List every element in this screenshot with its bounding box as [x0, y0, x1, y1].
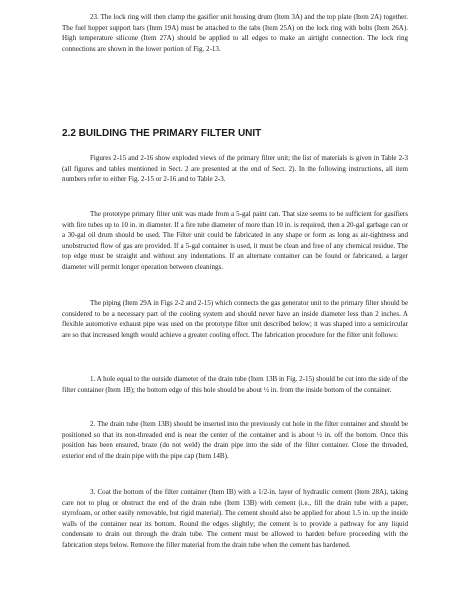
paragraph-step-2: 2. The drain tube (Item 13B) should be inserted into the previously cut hole in the filter container and should be positioned so that its non-threaded end is near the center of the container and is about ½ in. off the bottom. Once this position has been ensured, braze (do not weld) the drain pipe into the side of the filter container. Close the threaded, exterior end of the drain pipe with the pipe cap (Item 14B). [62, 420, 408, 460]
paragraph-intro: Figures 2-15 and 2-16 show exploded views of the primary filter unit; the list of materials is given in Table 2-3 (all figures and tables mentioned in Sect. 2 are presented at the end of Sect. 2). In the following instructions, all item numbers refer to either Fig. 2-15 or 2-16 and to Table 2-3. [62, 154, 408, 183]
paragraph-step-3: 3. Coat the bottom of the filter container (Item IB) with a 1/2-in. layer of hydraulic cement (Item 28A), taking care not to plug or obstruct the end of the drain tube (Item 13B) with cement (i.e., fill the drain tube with a paper, styrofoam, or other easily removable, but rigid material). The cement should also be applied for about 1.5 in. up the inside walls of the container near its bottom. Round the edges slightly; the cement is to provide a pathway for any liquid condensate to drain out through the drain tube. The cement must be allowed to harden before proceeding with the fabrication steps below. Remove the filler material from the drain tube when the cement has hardened. [62, 488, 408, 549]
section-heading: 2.2 BUILDING THE PRIMARY FILTER UNIT [62, 128, 262, 139]
paragraph-step-1: 1. A hole equal to the outside diameter of the drain tube (Item 13B in Fig. 2-15) should be cut into the side of the filter container (Item 1B); the bottom edge of this hole should be about ½ in. from the inside bottom of the container. [62, 375, 408, 394]
paragraph-piping: The piping (Item 29A in Figs 2-2 and 2-15) which connects the gas generator unit to the primary filter should be considered to be a necessary part of the cooling system and should never have an inside diameter less than 2 inches. A flexible automotive exhaust pipe was used on the prototype filter unit described below; it was shaped into a semicircular are so that increased length would achieve a greater cooling effect. The fabrication procedure for the filter unit follows: [62, 299, 408, 339]
paragraph-prototype: The prototype primary filter unit was made from a 5-gal paint can. That size seems to be sufficient for gasifiers with fire tubes up to 10 in. in diameter. If a fire tube diameter of more than 10 in. is required, then a 20-gal garbage can or a 30-gal oil drum should be used. The Filter unit could be fabricated in any shape or form as long as air-tightness and unobstructed flow of gas are provided. If a 5-gal container is used, it must be clean and free of any chemical residue. The top edge must be straight and without any indentations. If an alternate container can be found or fabricated, a larger diameter will permit longer operation between cleanings. [62, 210, 408, 271]
paragraph-step-23: 23. The lock ring will then clamp the gasifier unit housing drum (Item 3A) and the top plate (Item 2A) together. The fuel hopper support bars (Item 19A) must be attached to the tabs (Item 25A) on the lock ring with bolts (Item 26A). High temperature silicone (Item 27A) should be applied to all edges to make an airtight connection. The lock ring connections are shown in the lower portion of Fig. 2-13. [62, 13, 408, 53]
